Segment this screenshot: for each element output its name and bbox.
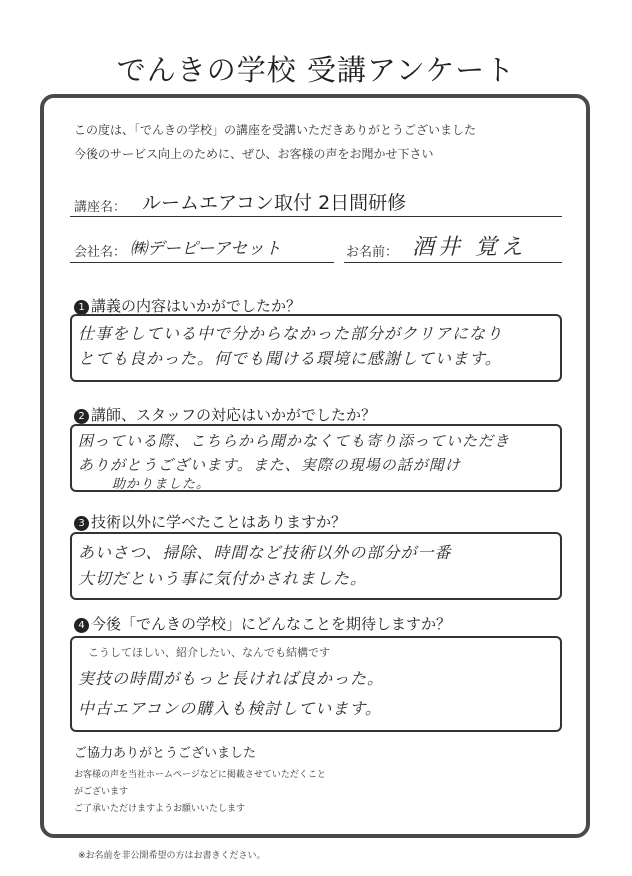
question-2-text: 講師、スタッフの対応はいかがでしたか？	[91, 406, 377, 424]
course-underline	[70, 216, 562, 217]
question-4-title	[74, 613, 451, 634]
question-3-number: 3	[74, 516, 89, 531]
intro-line-1: この度は、「でんきの学校」の講座を受講いただきありがとうございました	[74, 123, 477, 137]
question-1-answer-line-1: 仕事をしている中で分からなかった部分がクリアになり	[78, 324, 504, 343]
company-underline	[70, 262, 334, 263]
footnote-text: ※お名前を非公開希望の方はお書きください。	[78, 851, 266, 861]
notice-line-2: がございます	[74, 787, 129, 797]
question-2-number: 2	[74, 409, 89, 424]
question-4-number: 4	[74, 618, 89, 633]
question-3-text: 技術以外に学べたことはありますか？	[91, 513, 347, 531]
question-3-answer-line-2: 大切だという事に気付かされました。	[78, 569, 368, 588]
notice-line-1: お客様の声を当社ホームページなどに掲載させていただくこと	[74, 770, 326, 780]
name-label: お名前：	[346, 245, 399, 260]
question-3-answer-line-1: あいさつ、掃除、時間など技術以外の部分が一番	[78, 543, 452, 562]
question-4-answer-line-2: 中古エアコンの購入も検討しています。	[78, 699, 382, 718]
question-2-answer-line-3: 助かりました。	[112, 477, 211, 492]
notice-line-3: ご了承いただけますようお願いいたします	[74, 804, 246, 814]
question-1-text: 講義の内容はいかがでしたか？	[91, 297, 302, 315]
course-value: ルームエアコン取付 2日間研修	[142, 192, 407, 214]
question-1-answer-box[interactable]	[70, 314, 562, 382]
company-value[interactable]: ㈱デーピーアセット	[130, 239, 282, 259]
name-underline	[344, 262, 562, 263]
company-label: 会社名：	[74, 245, 127, 260]
question-2-title	[74, 404, 376, 425]
question-4-answer-box[interactable]	[70, 636, 562, 732]
intro-line-2: 今後のサービス向上のために、ぜひ、お客様の声をお聞かせ下さい	[74, 147, 434, 161]
question-4-hint: こうしてほしい、紹介したい、なんでも結構です	[88, 646, 330, 659]
question-3-answer-box[interactable]	[70, 532, 562, 600]
name-value[interactable]: 酒井 覚え	[412, 235, 527, 260]
intro-text	[74, 118, 476, 166]
question-2-answer-box[interactable]	[70, 424, 562, 492]
question-3-title	[74, 511, 346, 532]
question-2-answer-line-2: ありがとうございます。また、実際の現場の話が聞け	[78, 456, 461, 474]
question-1-answer-line-2: とても良かった。何でも聞ける環境に感謝しています。	[78, 349, 502, 368]
course-label: 講座名：	[74, 200, 127, 215]
question-4-answer-line-1: 実技の時間がもっと長ければ良かった。	[78, 669, 385, 688]
question-1-number: 1	[74, 300, 89, 315]
question-4-text: 今後「でんきの学校」にどんなことを期待しますか？	[91, 615, 452, 633]
thanks-text: ご協力ありがとうございました	[74, 746, 257, 761]
survey-title: でんきの学校 受講アンケート	[116, 53, 516, 87]
question-1-title	[74, 295, 301, 316]
question-2-answer-line-1: 困っている際、こちらから聞かなくても寄り添っていただき	[78, 432, 511, 450]
